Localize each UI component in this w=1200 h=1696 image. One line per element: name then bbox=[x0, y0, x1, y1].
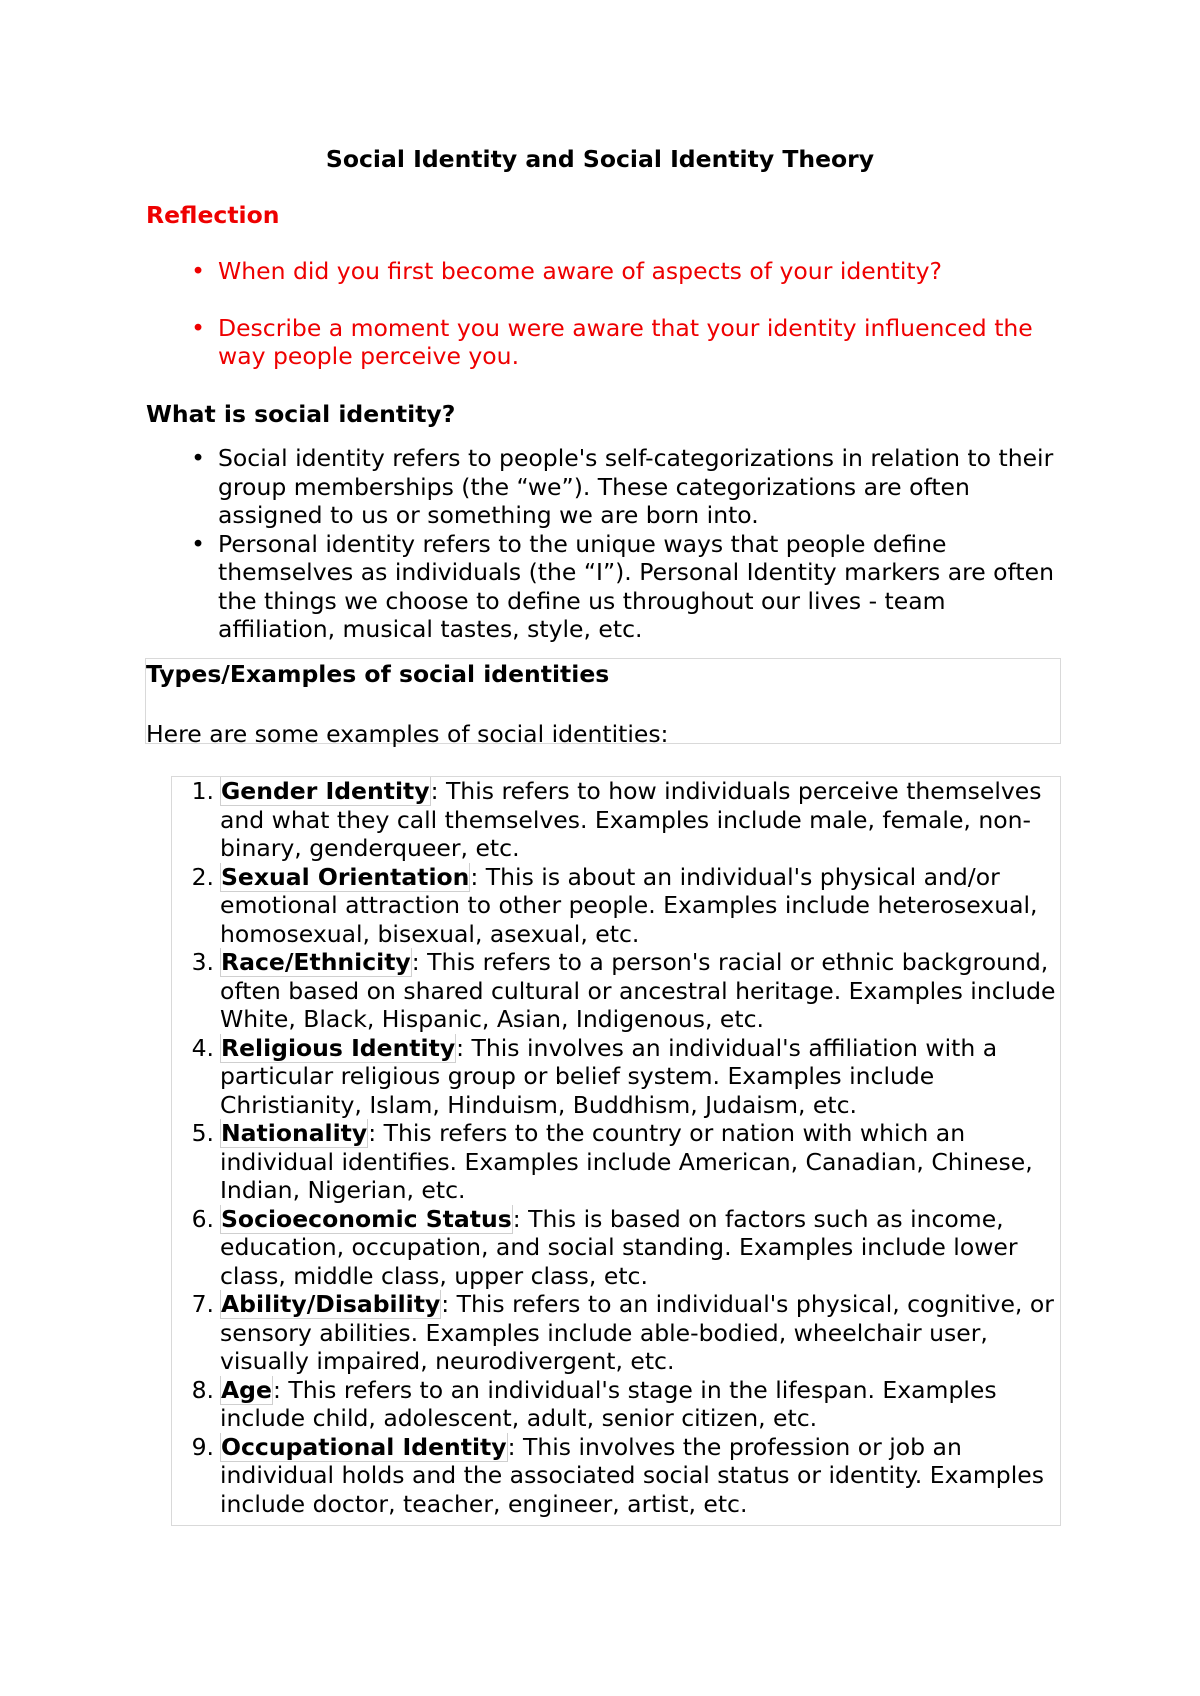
personal-identity-bullet bbox=[146, 530, 1066, 644]
examples-list bbox=[172, 777, 1060, 1518]
example-item bbox=[172, 1433, 1060, 1519]
example-term: Occupational Identity bbox=[221, 1432, 507, 1461]
item-number: 9. bbox=[191, 1432, 214, 1461]
types-text-box bbox=[145, 658, 1061, 748]
social-identity-list bbox=[146, 444, 1066, 644]
example-term: Socioeconomic Status bbox=[221, 1204, 512, 1233]
types-intro: Here are some examples of social identities: bbox=[146, 719, 669, 748]
bullet-icon: • bbox=[191, 313, 205, 342]
types-heading: Types/Examples of social identities bbox=[146, 660, 610, 688]
item-number: 1. bbox=[191, 777, 214, 805]
item-number: 2. bbox=[191, 862, 214, 891]
example-description: : This involves the profession or job an individual holds and the associated social status or identity. Examples include doctor, teacher, engineer, artist, etc. bbox=[220, 1432, 1044, 1518]
item-number: 5. bbox=[191, 1119, 214, 1147]
example-item bbox=[172, 1205, 1060, 1291]
example-item bbox=[172, 1119, 1060, 1205]
social-identity-bullet bbox=[146, 444, 1066, 530]
bullet-icon: • bbox=[191, 257, 205, 285]
example-term: Age bbox=[221, 1375, 272, 1404]
item-number: 6. bbox=[191, 1204, 214, 1233]
examples-text-box bbox=[171, 776, 1061, 1526]
item-number: 3. bbox=[191, 948, 214, 976]
example-description: : This is based on factors such as income, education, occupation, and social standing. Examples include lower class, middle class, upper class, etc. bbox=[220, 1204, 1018, 1290]
example-term: Nationality bbox=[221, 1119, 368, 1147]
item-number: 8. bbox=[191, 1375, 214, 1404]
example-term: Gender Identity bbox=[221, 777, 430, 805]
example-item bbox=[172, 1034, 1060, 1120]
reflection-heading: Reflection bbox=[146, 201, 280, 229]
bullet-icon: • bbox=[191, 529, 205, 558]
example-item bbox=[172, 948, 1060, 1034]
document-title: Social Identity and Social Identity Theory bbox=[325, 145, 875, 173]
example-description: : This involves an individual's affiliation with a particular religious group or belief system. Examples include Christianity, Islam, Hinduism, Buddhism, Judaism, etc. bbox=[220, 1033, 998, 1119]
example-description: : This refers to an individual's physical, cognitive, or sensory abilities. Examples include able-bodied, wheelchair user, visually impaired, neurodivergent, etc. bbox=[220, 1290, 1054, 1375]
reflection-bullet-text: When did you first become aware of aspects of your identity? bbox=[218, 257, 942, 285]
example-term: Race/Ethnicity bbox=[221, 948, 411, 976]
item-number: 7. bbox=[191, 1290, 214, 1318]
example-description: : This refers to a person's racial or ethnic background, often based on shared cultural or ancestral heritage. Examples include White, Black, Hispanic, Asian, Indigenous, etc. bbox=[220, 948, 1056, 1033]
example-description: : This refers to the country or nation with which an individual identifies. Examples include American, Canadian, Chinese, Indian, Nigerian, etc. bbox=[220, 1119, 1033, 1204]
reflection-bullet bbox=[146, 314, 1046, 371]
example-item bbox=[172, 1376, 1060, 1433]
item-number: 4. bbox=[191, 1033, 214, 1062]
example-item bbox=[172, 777, 1060, 863]
bullet-icon: • bbox=[191, 444, 205, 472]
example-description: : This is about an individual's physical and/or emotional attraction to other people. Examples include heterosexual, homosexual, bisexual, asexual, etc. bbox=[220, 862, 1038, 948]
reflection-bullet bbox=[146, 257, 1046, 286]
what-is-social-identity-heading: What is social identity? bbox=[146, 400, 456, 428]
reflection-list bbox=[146, 257, 1046, 399]
social-identity-bullet-text: Social identity refers to people's self-categorizations in relation to their group memberships (the “we”). These categorizations are often assigned to us or something we are born into. bbox=[218, 444, 1054, 529]
example-item bbox=[172, 1290, 1060, 1376]
personal-identity-bullet-text: Personal identity refers to the unique ways that people define themselves as individuals (the “I”). Personal Identity markers are often the things we choose to define us throughout our lives - team affiliation, musical tastes, style, etc. bbox=[218, 529, 1054, 643]
example-description: : This refers to how individuals perceive themselves and what they call themselves. Examples include male, female, non-binary, genderqueer, etc. bbox=[220, 777, 1042, 862]
example-term: Ability/Disability bbox=[221, 1290, 441, 1318]
example-item bbox=[172, 863, 1060, 949]
reflection-bullet-text: Describe a moment you were aware that your identity influenced the way people perceive you. bbox=[218, 313, 1033, 370]
example-term: Religious Identity bbox=[221, 1033, 456, 1062]
example-term: Sexual Orientation bbox=[221, 862, 470, 891]
example-description: : This refers to an individual's stage in the lifespan. Examples include child, adolescent, adult, senior citizen, etc. bbox=[220, 1375, 997, 1432]
